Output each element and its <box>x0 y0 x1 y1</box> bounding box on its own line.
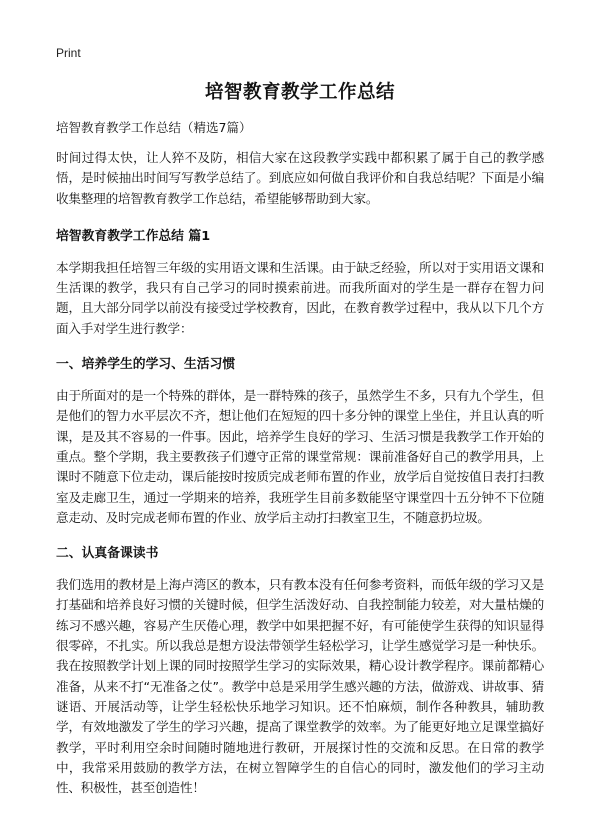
article-subtitle: 培智教育教学工作总结（精选7篇） <box>56 120 252 135</box>
intro-paragraph: 时间过得太快，让人猝不及防，相信大家在这段教学实践中都积累了属于自己的教学感悟，是时候抽出时间写写教学总结了。到底应如何做自我评价和自我总结呢？下面是小编收集整理的培智教育教学工作总结，希望能够帮助到大家。 <box>56 150 544 206</box>
section-heading-1: 一、培养学生的学习、生活习惯 <box>56 357 236 373</box>
paragraph-3: 我们选用的教材是上海卢湾区的教本，只有教本没有任何参考资料，而低年级的学习又是打基础和培养良好习惯的关键时候，但学生活泼好动、自我控制能力较差，对大量枯燥的练习不感兴趣，容易产生厌倦心理，教学中如果把握不好，有可能使学生获得的知识显得很零碎，不扎实。所以我总是想方设法带领学生轻松学习，让学生感觉学习是一种快乐。我在按照教学计划上课的同时按照学生学习的实际效果，精心设计教学程序。课前都精心准备，从来不打“无准备之仗”。教学中总是采用学生感兴趣的方法，做游戏、讲故事、猜谜语、开展活动等，让学生轻松快乐地学习知识。还不怕麻烦，制作各种教具，辅助教学，有效地激发了学生的学习兴趣，提高了课堂教学的效率。为了能更好地立足课堂搞好教学，平时利用空余时间随时随地进行教研，开展探讨性的交流和反思。在日常的教学中，我常采用鼓励的教学方法，在树立智障学生的自信心的同时，激发他们的学习主动性、积极性，甚至创造性！ <box>56 577 544 796</box>
paragraph-2: 由于所面对的是一个特殊的群体，是一群特殊的孩子，虽然学生不多，只有九个学生，但是他们的智力水平层次不齐，想让他们在短短的四十多分钟的课堂上坐住，并且认真的听课，是及其不容易的一件事。因此，培养学生良好的学习、生活习惯是我教学工作开始的重点。整个学期，我主要教孩子们遵守正常的课堂常规：课前准备好自己的教学用具，上课时不随意下位走动，课后能按时按质完成老师布置的作业，放学后自觉按值日表打扫教室及走廊卫生，通过一学期来的培养，我班学生目前多数能坚守课堂四十五分钟不下位随意走动、及时完成老师布置的作业、放学后主动打扫教室卫生，不随意扔垃圾。 <box>56 388 544 525</box>
article-body <box>56 118 544 810</box>
print-link[interactable]: Print <box>56 46 81 60</box>
page-title: 培智教育教学工作总结 <box>204 82 395 103</box>
article-heading: 培智教育教学工作总结 篇1 <box>56 228 211 244</box>
paragraph-1: 本学期我担任培智三年级的实用语文课和生活课。由于缺乏经验，所以对于实用语文课和生活课的教学，我只有自己学习的同时摸索前进。而我所面对的学生是一群存在智力问题，且大部分同学以前没有接受过学校教育，因此，在教育教学过程中，我从以下几个方面入手对学生进行教学： <box>56 259 544 336</box>
section-heading-2: 二、认真备课读书 <box>56 546 159 562</box>
